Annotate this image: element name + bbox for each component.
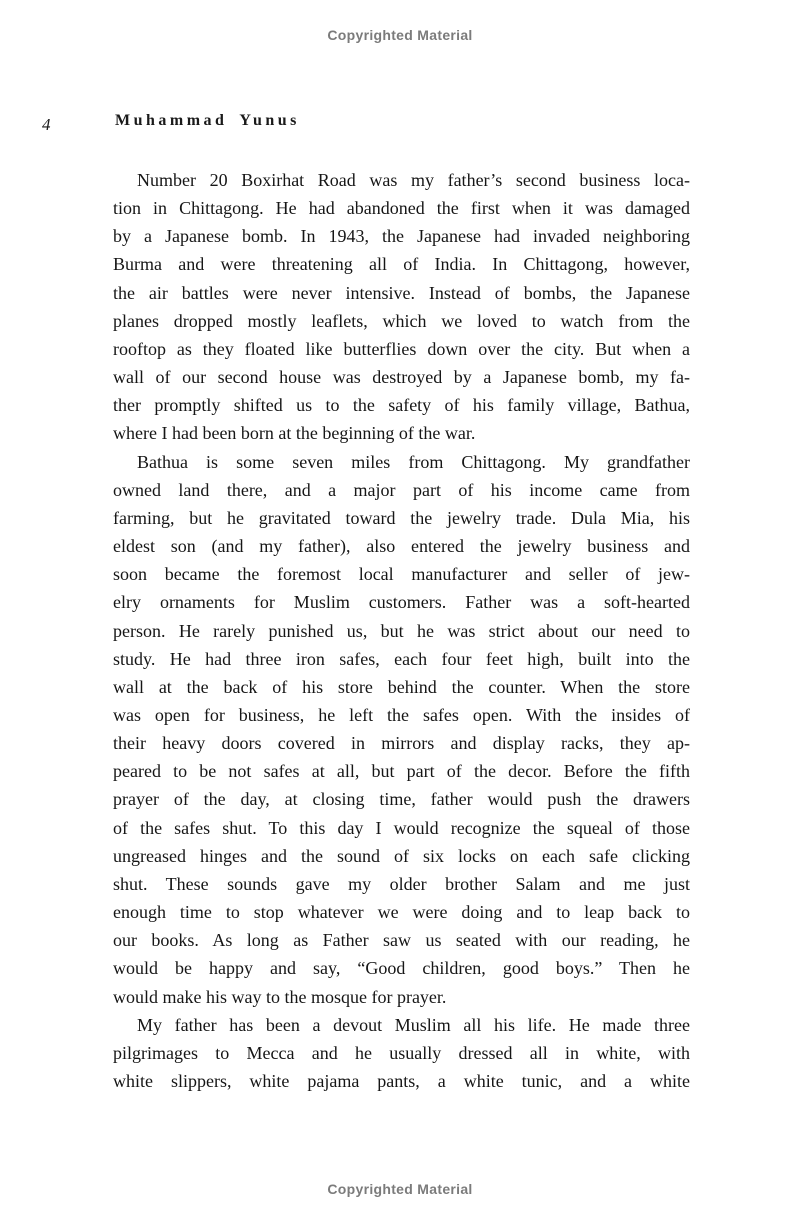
page-number: 4	[42, 115, 51, 134]
text-line: shut. These sounds gave my older brother Salam and me just	[113, 873, 690, 894]
body-text	[113, 166, 690, 1095]
text-line: planes dropped mostly leaflets, which we loved to watch from the	[113, 310, 690, 331]
text-line: where I had been born at the beginning of the war.	[113, 423, 476, 444]
paragraph	[113, 1011, 690, 1095]
text-line: of the safes shut. To this day I would recognize the squeal of those	[113, 817, 690, 838]
text-line: person. He rarely punished us, but he was strict about our need to	[113, 620, 690, 641]
text-line: enough time to stop whatever we were doing and to leap back to	[113, 902, 690, 923]
running-header: Muhammad Yunus	[115, 112, 300, 129]
text-line: ungreased hinges and the sound of six locks on each safe clicking	[113, 845, 690, 866]
paragraph	[113, 166, 690, 448]
text-line: would make his way to the mosque for prayer.	[113, 986, 447, 1007]
text-line: prayer of the day, at closing time, father would push the drawers	[113, 789, 690, 810]
text-line: the air battles were never intensive. Instead of bombs, the Japanese	[113, 282, 690, 303]
text-line: Bathua is some seven miles from Chittagong. My grandfather	[137, 451, 690, 472]
paragraph	[113, 448, 690, 1011]
text-line: elry ornaments for Muslim customers. Father was a soft-hearted	[113, 592, 690, 613]
text-line: study. He had three iron safes, each four feet high, built into the	[113, 648, 690, 669]
text-line: rooftop as they floated like butterflies down over the city. But when a	[113, 338, 690, 359]
text-line: peared to be not safes at all, but part of the decor. Before the fifth	[113, 761, 690, 782]
text-line: would be happy and say, “Good children, good boys.” Then he	[113, 958, 690, 979]
text-line: eldest son (and my father), also entered the jewelry business and	[113, 536, 690, 557]
text-line: Burma and were threatening all of India. In Chittagong, however,	[113, 254, 690, 275]
bottom-copyright-notice: Copyrighted Material	[327, 1181, 473, 1197]
text-line: farming, but he gravitated toward the jewelry trade. Dula Mia, his	[113, 507, 690, 528]
text-line: tion in Chittagong. He had abandoned the first when it was damaged	[113, 198, 690, 219]
text-line: their heavy doors covered in mirrors and display racks, they ap-	[113, 733, 690, 754]
text-line: My father has been a devout Muslim all his life. He made three	[137, 1014, 690, 1035]
top-copyright-notice: Copyrighted Material	[327, 27, 473, 43]
text-line: ther promptly shifted us to the safety of his family village, Bathua,	[113, 395, 690, 416]
text-line: wall of our second house was destroyed by a Japanese bomb, my fa-	[113, 367, 690, 388]
text-line: by a Japanese bomb. In 1943, the Japanese had invaded neighboring	[113, 226, 690, 247]
text-line: white slippers, white pajama pants, a white tunic, and a white	[113, 1071, 690, 1091]
text-line: owned land there, and a major part of his income came from	[113, 479, 690, 500]
text-line: was open for business, he left the safes open. With the insides of	[113, 704, 690, 725]
text-line: our books. As long as Father saw us seated with our reading, he	[113, 930, 690, 951]
text-line: pilgrimages to Mecca and he usually dressed all in white, with	[113, 1042, 690, 1063]
text-line: wall at the back of his store behind the counter. When the store	[113, 676, 690, 697]
text-line: soon became the foremost local manufacturer and seller of jew-	[113, 564, 690, 585]
text-line: Number 20 Boxirhat Road was my father’s second business loca-	[137, 170, 690, 190]
